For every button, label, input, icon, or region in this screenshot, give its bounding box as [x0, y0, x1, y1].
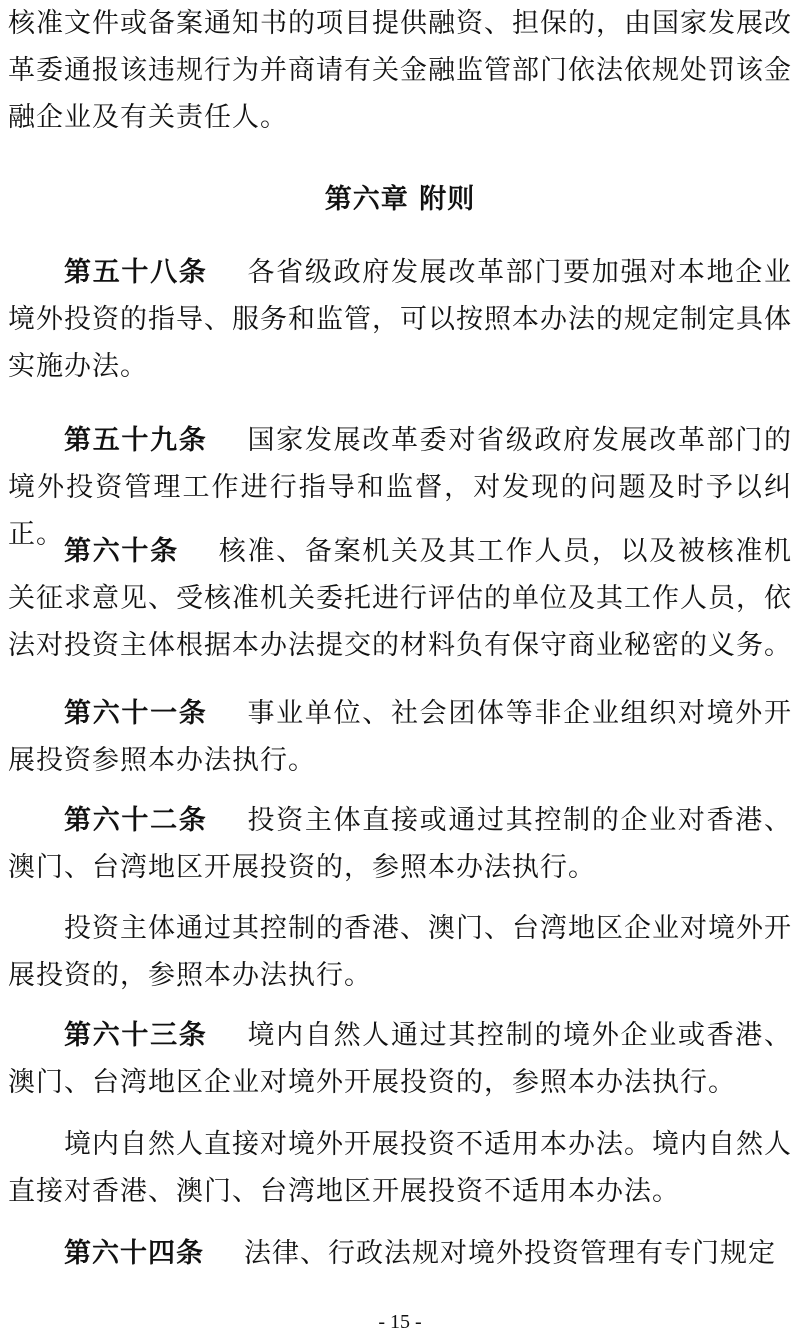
article-58-number: 第五十八条 [64, 257, 208, 288]
page-number: - 15 - [378, 1311, 422, 1333]
article-58-text: 各省级政府发展改革部门要加强对本地企业境外投资的指导、服务和监管，可以按照本办法的规定制定具体实施办法。 [8, 257, 793, 382]
article-62-text: 投资主体直接或通过其控制的企业对香港、澳门、台湾地区开展投资的，参照本办法执行。 [8, 805, 793, 883]
article-59-number: 第五十九条 [64, 425, 208, 456]
article-64 [8, 1230, 792, 1277]
article-61-text: 事业单位、社会团体等非企业组织对境外开展投资参照本办法执行。 [8, 698, 793, 776]
article-62 [8, 797, 792, 891]
article-60 [8, 528, 792, 669]
article-62-extra-text: 投资主体通过其控制的香港、澳门、台湾地区企业对境外开展投资的，参照本办法执行。 [8, 913, 792, 991]
article-64-number: 第六十四条 [64, 1238, 204, 1269]
article-63 [8, 1012, 792, 1106]
article-63-extra [8, 1121, 792, 1215]
article-59-text: 国家发展改革委对省级政府发展改革部门的境外投资管理工作进行指导和监督，对发现的问题及时予以纠正。 [8, 425, 793, 550]
article-62-number: 第六十二条 [64, 805, 208, 836]
article-63-number: 第六十三条 [64, 1020, 208, 1051]
article-60-number: 第六十条 [64, 536, 179, 567]
intro-text: 核准文件或备案通知书的项目提供融资、担保的，由国家发展改革委通报该违规行为并商请有关金融监管部门依法依规处罚该金融企业及有关责任人。 [8, 8, 792, 133]
article-63-text: 境内自然人通过其控制的境外企业或香港、澳门、台湾地区企业对境外开展投资的，参照本办法执行。 [8, 1020, 793, 1098]
article-63-extra-text: 境内自然人直接对境外开展投资不适用本办法。境内自然人直接对香港、澳门、台湾地区开展投资不适用本办法。 [8, 1129, 792, 1207]
article-58 [8, 249, 792, 390]
article-61 [8, 690, 792, 784]
article-61-number: 第六十一条 [64, 698, 208, 729]
intro-paragraph [8, 0, 792, 141]
article-64-text: 法律、行政法规对境外投资管理有专门规定 [244, 1238, 776, 1269]
article-62-extra [8, 905, 792, 999]
article-60-text: 核准、备案机关及其工作人员，以及被核准机关征求意见、受核准机关委托进行评估的单位及其工作人员，依法对投资主体根据本办法提交的材料负有保守商业秘密的义务。 [8, 536, 793, 661]
chapter-title: 第六章 附则 [324, 184, 476, 215]
